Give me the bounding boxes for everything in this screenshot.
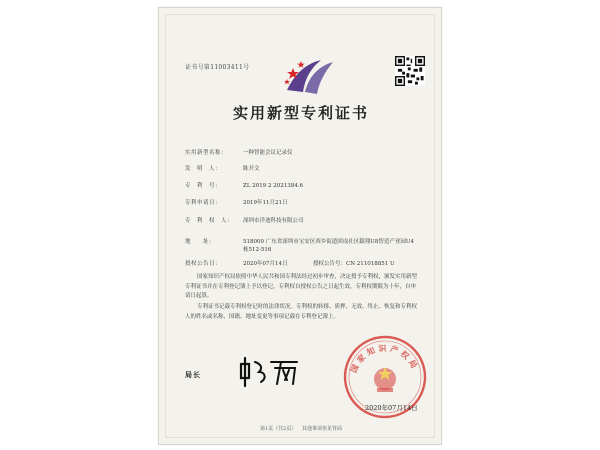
cnipa-logo-icon: [281, 52, 337, 100]
field-label: 授权公告号：: [313, 261, 347, 267]
field-label: 发 明 人：: [185, 166, 222, 172]
qr-code-icon: [395, 56, 425, 86]
field-row-grant-date: [185, 260, 395, 268]
certificate-footer: [159, 425, 443, 432]
field-value: 2020年07月14日: [243, 261, 288, 267]
field-value: ZL 2019 2 2021384.6: [243, 183, 303, 189]
page-indicator: 第1页（共2页）: [260, 426, 297, 432]
field-row-patentee: [185, 217, 304, 225]
field-label: 地 址：: [185, 239, 216, 245]
field-value: 一种智能会议记录仪: [243, 150, 293, 156]
field-label: 授权公告日：: [185, 261, 222, 267]
field-row-inventor: [185, 165, 260, 173]
field-value: 陈开文: [243, 166, 260, 172]
director-label: [185, 370, 201, 380]
field-label: 专 利 权 人：: [185, 218, 234, 224]
director-label-text: 局长: [185, 370, 201, 379]
field-value: 2019年11月21日: [243, 200, 288, 206]
field-address-value: 518000 广东省深圳市宝安区西乡街道固戍社区銀翔U8智造产业园U4栋512-516: [243, 239, 415, 253]
patent-certificate: [158, 7, 442, 445]
footer-note: 其他事项参见背面: [301, 426, 342, 432]
sign-date: 2020年07月14日: [365, 404, 418, 412]
field-label: 专利申请日：: [185, 200, 222, 206]
field-row-patent-number: [185, 182, 303, 190]
field-label: 专 利 号：: [185, 183, 222, 189]
certificate-number: 证书号第11003411号: [185, 64, 250, 71]
field-row-application-date: [185, 199, 288, 207]
field-value: CN 211018851 U: [346, 261, 395, 267]
director-signature-icon: [237, 354, 301, 388]
legal-paragraph-2: 专利证书记载专利权登记时的法律状况。专利权的转移、质押、无效、终止、恢复和专利权人的姓名或名称、国籍、地址变更等事项记载在专利登记簿上。: [185, 304, 418, 320]
field-row-utility-name: [185, 149, 293, 157]
legal-paragraph-1: 国家知识产权局依照中华人民共和国专利法经过初步审查，决定授予专利权，颁发实用新型专利证书并在专利登记簿上予以登记。专利权自授权公告之日起生效。专利权期限为十年，自申请日起算。: [185, 274, 418, 299]
certificate-title: 实用新型专利证书: [232, 104, 369, 122]
seal-text: 国家知识产权局: [348, 342, 421, 375]
field-value: 深圳市洋迪科技有限公司: [243, 218, 304, 224]
field-row-address-label: [185, 238, 243, 246]
field-label: 实用新型名称：: [185, 150, 228, 156]
